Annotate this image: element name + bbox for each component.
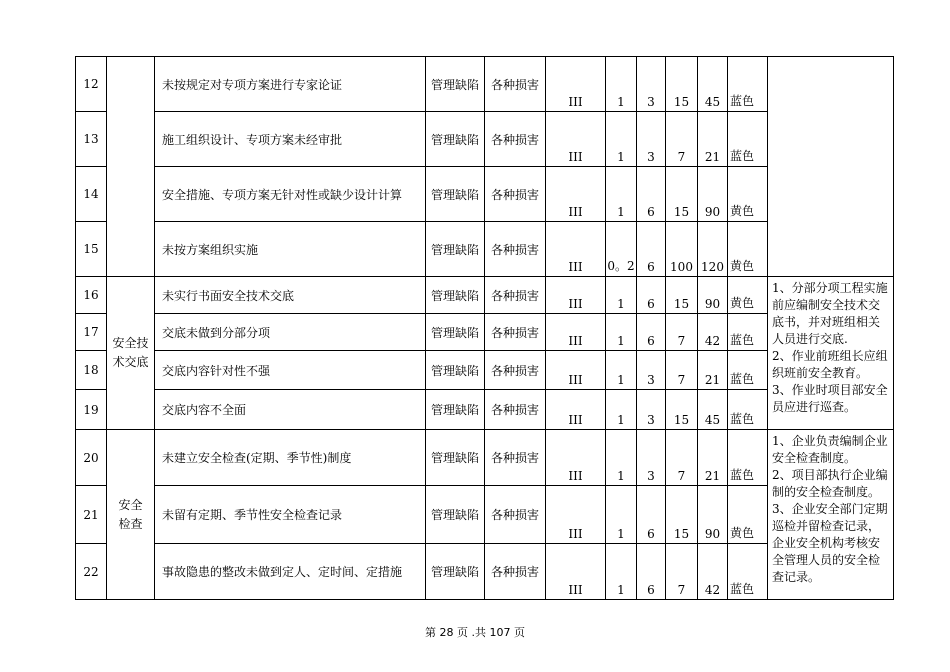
control-measures-cell	[768, 57, 894, 277]
possible-harm: 各种损害	[485, 390, 546, 430]
hazard-type: 管理缺陷	[426, 222, 485, 277]
row-number: 19	[76, 390, 107, 430]
measure-item: 3、企业安全部门定期巡检并留检查记录，企业安全机构考核安全管理人员的安全检查记录。	[772, 502, 888, 584]
risk-color: 蓝色	[728, 430, 768, 486]
value-d: 90	[698, 486, 728, 544]
value-d: 42	[698, 544, 728, 600]
value-e: 6	[637, 544, 666, 600]
category-cell	[107, 277, 155, 430]
value-c: 7	[666, 351, 698, 390]
risk-level: III	[546, 430, 606, 486]
risk-color: 蓝色	[728, 351, 768, 390]
category-cell	[107, 57, 155, 277]
hazard-description: 交底内容不全面	[155, 390, 426, 430]
hazard-description: 安全措施、专项方案无针对性或缺少设计计算	[155, 167, 426, 222]
hazard-description: 事故隐患的整改未做到定人、定时间、定措施	[155, 544, 426, 600]
possible-harm: 各种损害	[485, 112, 546, 167]
value-e: 3	[637, 430, 666, 486]
risk-level: III	[546, 222, 606, 277]
measure-item: 2、作业前班组长应组织班前安全教育。	[772, 349, 888, 380]
value-c: 15	[666, 486, 698, 544]
row-number: 13	[76, 112, 107, 167]
hazard-description: 未留有定期、季节性安全检查记录	[155, 486, 426, 544]
risk-level: III	[546, 390, 606, 430]
value-c: 15	[666, 390, 698, 430]
control-measures-cell	[768, 430, 894, 600]
value-d: 42	[698, 314, 728, 351]
value-l: 0。2	[606, 222, 637, 277]
risk-level: III	[546, 314, 606, 351]
possible-harm: 各种损害	[485, 222, 546, 277]
value-l: 1	[606, 314, 637, 351]
category-label-line: 安全	[118, 497, 143, 512]
risk-color: 蓝色	[728, 544, 768, 600]
hazard-table	[75, 56, 894, 600]
hazard-type: 管理缺陷	[426, 486, 485, 544]
value-l: 1	[606, 544, 637, 600]
hazard-description: 交底内容针对性不强	[155, 351, 426, 390]
row-number: 14	[76, 167, 107, 222]
value-d: 45	[698, 390, 728, 430]
row-number: 21	[76, 486, 107, 544]
measure-item: 3、作业时项目部安全员应进行巡查。	[772, 383, 888, 414]
possible-harm: 各种损害	[485, 57, 546, 112]
possible-harm: 各种损害	[485, 430, 546, 486]
risk-level: III	[546, 167, 606, 222]
hazard-type: 管理缺陷	[426, 390, 485, 430]
possible-harm: 各种损害	[485, 314, 546, 351]
table-row	[76, 277, 894, 314]
value-c: 15	[666, 277, 698, 314]
hazard-type: 管理缺陷	[426, 314, 485, 351]
hazard-description: 未按规定对专项方案进行专家论证	[155, 57, 426, 112]
hazard-type: 管理缺陷	[426, 167, 485, 222]
risk-color: 蓝色	[728, 390, 768, 430]
value-c: 7	[666, 314, 698, 351]
risk-color: 黄色	[728, 167, 768, 222]
hazard-type: 管理缺陷	[426, 430, 485, 486]
hazard-description: 未建立安全检查(定期、季节性)制度	[155, 430, 426, 486]
value-d: 21	[698, 112, 728, 167]
hazard-description: 施工组织设计、专项方案未经审批	[155, 112, 426, 167]
risk-level: III	[546, 544, 606, 600]
control-measures-cell	[768, 277, 894, 430]
row-number: 18	[76, 351, 107, 390]
table-row	[76, 430, 894, 486]
value-c: 100	[666, 222, 698, 277]
value-e: 6	[637, 277, 666, 314]
row-number: 15	[76, 222, 107, 277]
value-d: 45	[698, 57, 728, 112]
category-label-line: 检查	[118, 516, 143, 531]
possible-harm: 各种损害	[485, 167, 546, 222]
value-l: 1	[606, 277, 637, 314]
risk-level: III	[546, 351, 606, 390]
value-d: 90	[698, 167, 728, 222]
hazard-type: 管理缺陷	[426, 544, 485, 600]
possible-harm: 各种损害	[485, 486, 546, 544]
category-label-line: 安全技	[112, 336, 149, 350]
page-footer: 第 28 页 .共 107 页	[425, 626, 525, 639]
measure-item: 1、企业负责编制企业安全检查制度。	[772, 434, 888, 465]
value-c: 7	[666, 544, 698, 600]
value-l: 1	[606, 112, 637, 167]
risk-level: III	[546, 112, 606, 167]
measure-item: 2、项目部执行企业编制的安全检查制度。	[772, 468, 888, 499]
hazard-description: 未实行书面安全技术交底	[155, 277, 426, 314]
category-label-line: 术交底	[112, 355, 149, 369]
row-number: 17	[76, 314, 107, 351]
risk-color: 黄色	[728, 222, 768, 277]
risk-level: III	[546, 57, 606, 112]
value-l: 1	[606, 57, 637, 112]
value-c: 15	[666, 167, 698, 222]
value-e: 3	[637, 351, 666, 390]
risk-color: 蓝色	[728, 112, 768, 167]
risk-color: 黄色	[728, 277, 768, 314]
hazard-type: 管理缺陷	[426, 351, 485, 390]
risk-color: 蓝色	[728, 314, 768, 351]
value-c: 7	[666, 112, 698, 167]
value-l: 1	[606, 430, 637, 486]
value-d: 90	[698, 277, 728, 314]
row-number: 22	[76, 544, 107, 600]
risk-color: 蓝色	[728, 57, 768, 112]
hazard-description: 交底未做到分部分项	[155, 314, 426, 351]
value-l: 1	[606, 390, 637, 430]
risk-level: III	[546, 486, 606, 544]
value-e: 6	[637, 314, 666, 351]
possible-harm: 各种损害	[485, 351, 546, 390]
table-row	[76, 57, 894, 112]
category-cell	[107, 430, 155, 600]
value-l: 1	[606, 351, 637, 390]
row-number: 12	[76, 57, 107, 112]
risk-level: III	[546, 277, 606, 314]
hazard-type: 管理缺陷	[426, 277, 485, 314]
measure-item: 1、分部分项工程实施前应编制安全技术交底书，并对班组相关人员进行交底.	[772, 281, 888, 346]
value-d: 21	[698, 351, 728, 390]
value-c: 7	[666, 430, 698, 486]
value-d: 120	[698, 222, 728, 277]
value-e: 6	[637, 167, 666, 222]
row-number: 20	[76, 430, 107, 486]
value-d: 21	[698, 430, 728, 486]
value-c: 15	[666, 57, 698, 112]
value-e: 6	[637, 222, 666, 277]
possible-harm: 各种损害	[485, 277, 546, 314]
possible-harm: 各种损害	[485, 544, 546, 600]
value-e: 3	[637, 390, 666, 430]
value-e: 6	[637, 486, 666, 544]
value-e: 3	[637, 112, 666, 167]
value-l: 1	[606, 167, 637, 222]
value-l: 1	[606, 486, 637, 544]
value-e: 3	[637, 57, 666, 112]
hazard-type: 管理缺陷	[426, 112, 485, 167]
hazard-description: 未按方案组织实施	[155, 222, 426, 277]
hazard-type: 管理缺陷	[426, 57, 485, 112]
risk-color: 黄色	[728, 486, 768, 544]
row-number: 16	[76, 277, 107, 314]
